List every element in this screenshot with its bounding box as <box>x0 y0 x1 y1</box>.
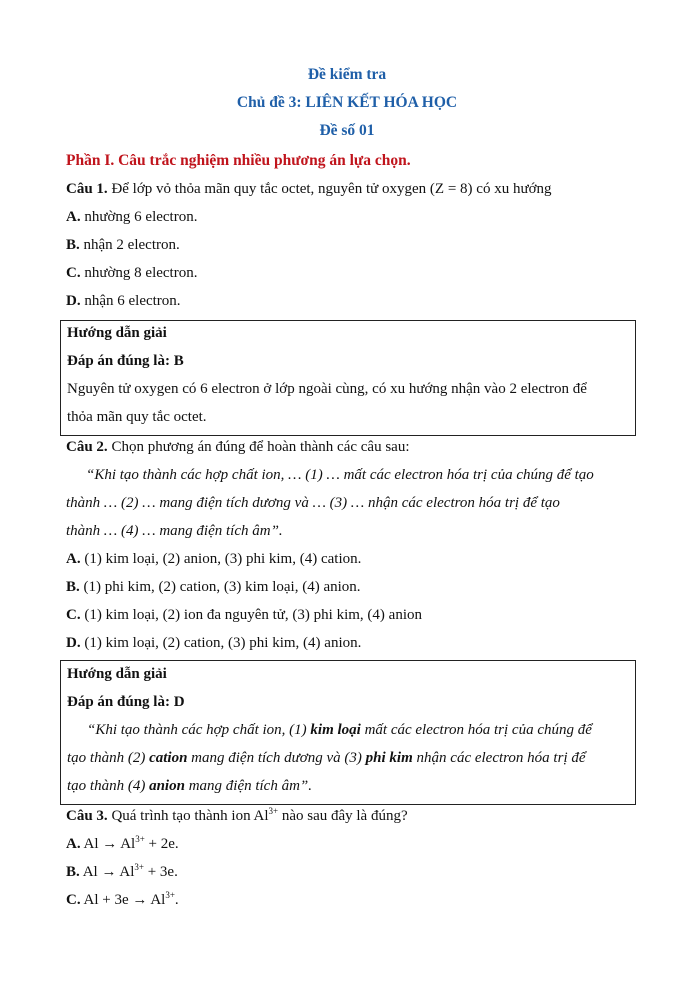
guide-line: Nguyên tử oxygen có 6 electron ở lớp ngoài cùng, có xu hướng nhận vào 2 electron để <box>67 381 587 397</box>
q2-option-a <box>66 549 641 569</box>
guide-answer: Đáp án đúng là: D <box>67 694 185 710</box>
guide-heading: Hướng dẫn giải <box>67 666 167 682</box>
option-key: A. <box>66 551 81 567</box>
guide-heading: Hướng dẫn giải <box>67 325 167 341</box>
q3-option-c: C. $Al + 3e \to Al^{3+}$. <box>66 890 179 908</box>
option-key: A. <box>66 209 81 225</box>
option-text: nhận 6 electron. <box>84 293 181 309</box>
q1-label: Câu 1. <box>66 181 108 197</box>
q2-guide-box <box>60 660 636 805</box>
option-text: (1) kim loại, (2) ion đa nguyên tử, (3) phi kim, (4) anion <box>84 607 422 623</box>
option-text: nhường 8 electron. <box>84 265 198 281</box>
q1-guide-box <box>60 320 636 436</box>
guide-line: “Khi tạo thành các hợp chất ion, (1) kim loại mất các electron hóa trị của chúng để <box>87 722 592 738</box>
option-text: (1) kim loại, (2) cation, (3) phi kim, (4) anion. <box>84 635 362 651</box>
option-text: nhận 2 electron. <box>83 237 180 253</box>
q1-option-d <box>66 291 641 311</box>
q3-option-a: A. $Al \to Al^{3+} + 2e$. <box>66 834 179 852</box>
option-key: A. <box>66 836 81 852</box>
guide-line: tạo thành (2) cation mang điện tích dương và (3) phi kim nhận các electron hóa trị để <box>67 750 586 766</box>
doc-number: Đề số 01 <box>319 122 375 139</box>
option-key: C. <box>66 265 81 281</box>
option-key: B. <box>66 579 80 595</box>
option-text: nhường 6 electron. <box>84 209 198 225</box>
guide-line: tạo thành (4) anion mang điện tích âm”. <box>67 778 313 794</box>
q1-question <box>66 179 641 199</box>
option-key: D. <box>66 293 81 309</box>
q1-option-b <box>66 235 641 255</box>
option-text: (1) phi kim, (2) cation, (3) kim loại, (4) anion. <box>83 579 361 595</box>
option-key: D. <box>66 635 81 651</box>
q2-quote-line: thành … (4) … mang điện tích âm”. <box>66 523 283 539</box>
part1-heading: Phần I. Câu trắc nghiệm nhiều phương án lựa chọn. <box>66 152 411 169</box>
q2-option-d <box>66 633 641 653</box>
q2-option-c <box>66 605 641 625</box>
q2-quote-line: “Khi tạo thành các hợp chất ion, … (1) … mất các electron hóa trị của chúng để tạo <box>86 467 594 483</box>
option-key: B. <box>66 864 80 880</box>
option-key: C. <box>66 892 81 908</box>
doc-title: Đề kiểm tra <box>307 66 387 83</box>
q3-label: Câu 3. <box>66 808 108 824</box>
doc-subtitle: Chủ đề 3: LIÊN KẾT HÓA HỌC <box>236 94 458 111</box>
guide-answer: Đáp án đúng là: B <box>67 353 184 369</box>
q2-label: Câu 2. <box>66 439 108 455</box>
q1-text: Để lớp vỏ thỏa mãn quy tắc octet, nguyên tử oxygen (Z = 8) có xu hướng <box>111 181 552 197</box>
q1-option-c <box>66 263 641 283</box>
option-key: B. <box>66 237 80 253</box>
q2-quote-line: thành … (2) … mang điện tích dương và … (3) … nhận các electron hóa trị để tạo <box>66 495 560 511</box>
q3-option-b: B. $Al \to Al^{3+} + 3e$. <box>66 862 178 880</box>
guide-line: thỏa mãn quy tắc octet. <box>67 409 207 425</box>
option-key: C. <box>66 607 81 623</box>
q2-option-b <box>66 577 641 597</box>
q1-option-a <box>66 207 641 227</box>
q2-question <box>66 437 641 457</box>
option-text: (1) kim loại, (2) anion, (3) phi kim, (4) cation. <box>84 551 362 567</box>
q2-text: Chọn phương án đúng để hoàn thành các câu sau: <box>111 439 410 455</box>
q3-question: Câu 3. Quá trình tạo thành ion $Al^{3+}$ nào sau đây là đúng? <box>66 806 408 824</box>
